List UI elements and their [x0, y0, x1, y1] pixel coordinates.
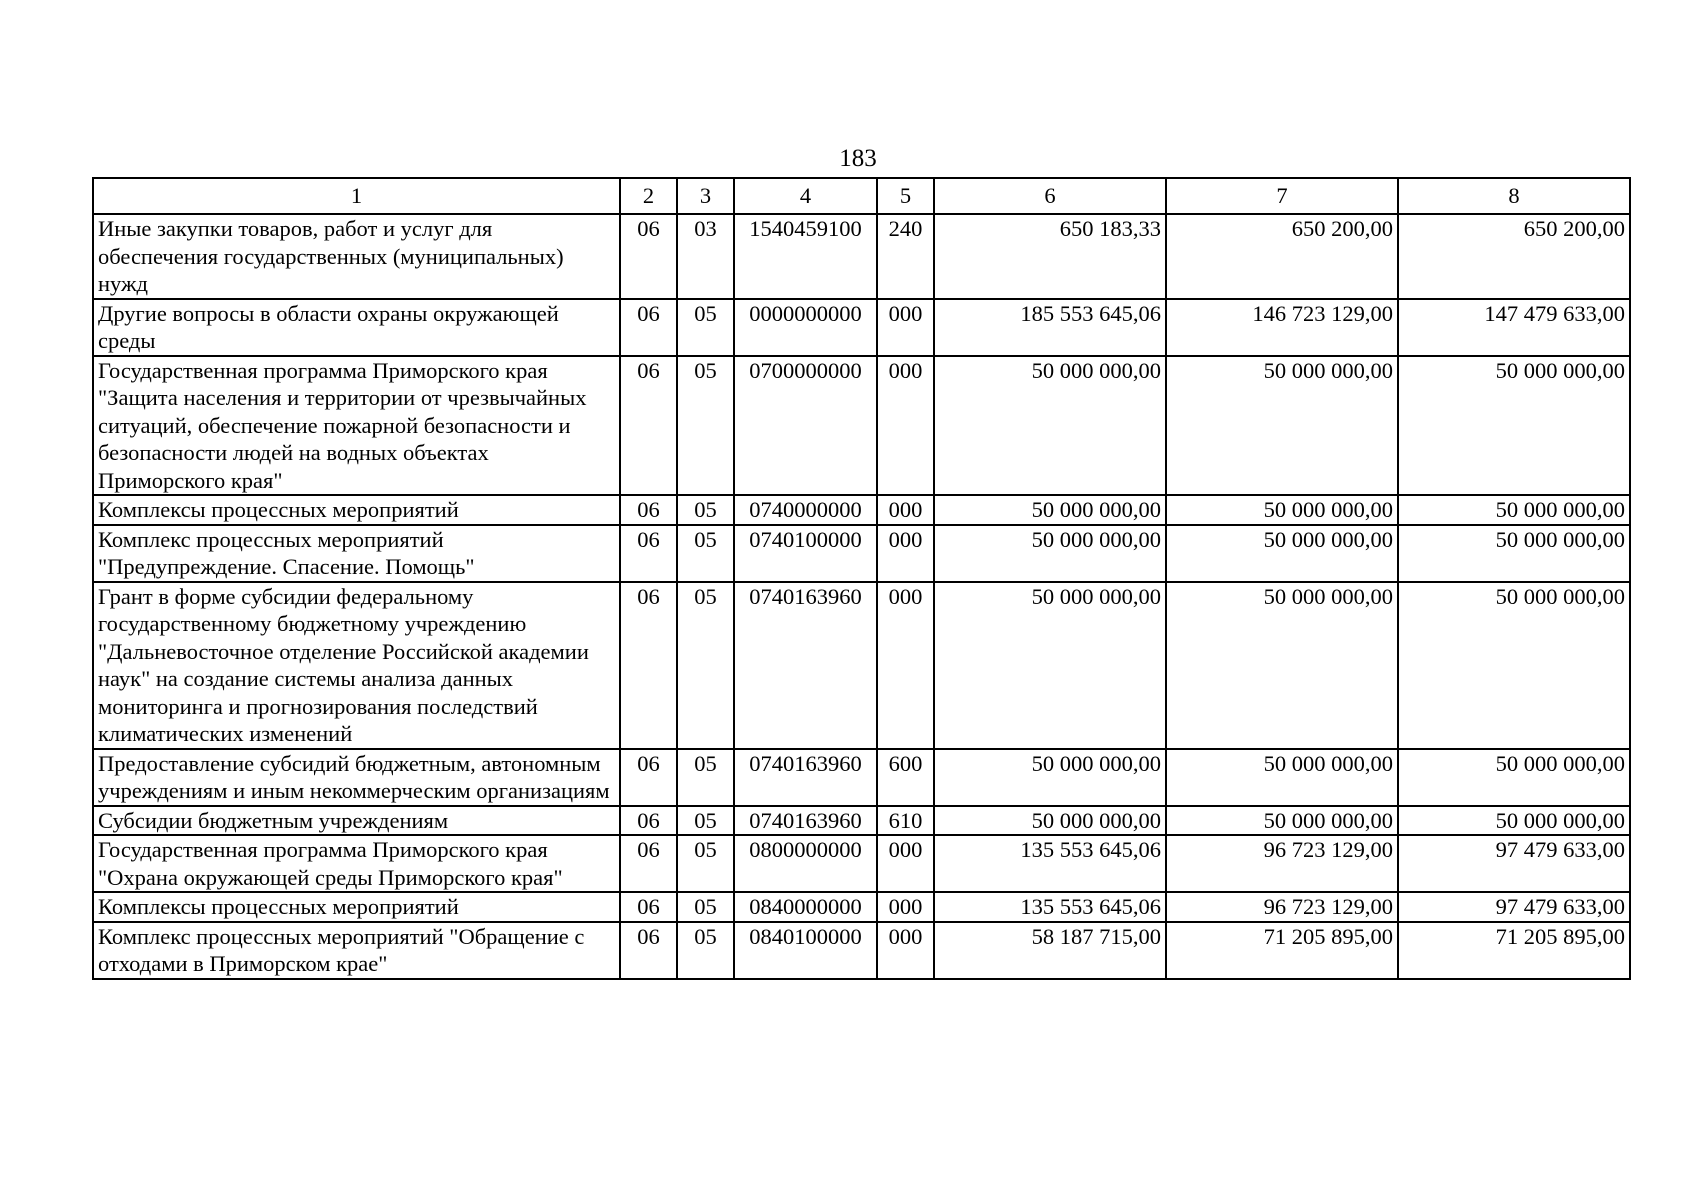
row-amount-col7: 50 000 000,00: [1166, 749, 1398, 806]
table-row: [93, 922, 1630, 979]
row-expense-type-code: 600: [877, 749, 934, 806]
row-name: Комплексы процессных мероприятий: [93, 495, 620, 525]
table-row: [93, 582, 1630, 749]
row-amount-col6: 50 000 000,00: [934, 525, 1166, 582]
row-expense-type-code: 240: [877, 214, 934, 299]
row-target-article-code: 0740163960: [734, 806, 877, 836]
row-subsection-code: 05: [677, 299, 734, 356]
row-amount-col8: 50 000 000,00: [1398, 749, 1630, 806]
row-subsection-code: 05: [677, 922, 734, 979]
row-section-code: 06: [620, 356, 677, 496]
row-subsection-code: 05: [677, 835, 734, 892]
row-target-article-code: 1540459100: [734, 214, 877, 299]
row-amount-col8: 71 205 895,00: [1398, 922, 1630, 979]
row-target-article-code: 0840100000: [734, 922, 877, 979]
row-amount-col6: 50 000 000,00: [934, 749, 1166, 806]
row-amount-col8: 97 479 633,00: [1398, 835, 1630, 892]
row-expense-type-code: 000: [877, 525, 934, 582]
row-subsection-code: 05: [677, 749, 734, 806]
row-amount-col8: 97 479 633,00: [1398, 892, 1630, 922]
row-expense-type-code: 610: [877, 806, 934, 836]
row-amount-col6: 50 000 000,00: [934, 582, 1166, 749]
table-row: [93, 356, 1630, 496]
row-section-code: 06: [620, 835, 677, 892]
row-subsection-code: 05: [677, 495, 734, 525]
row-target-article-code: 0800000000: [734, 835, 877, 892]
row-amount-col8: 147 479 633,00: [1398, 299, 1630, 356]
row-section-code: 06: [620, 495, 677, 525]
row-section-code: 06: [620, 214, 677, 299]
row-amount-col7: 96 723 129,00: [1166, 892, 1398, 922]
header-col-4: 4: [734, 178, 877, 214]
row-amount-col8: 50 000 000,00: [1398, 525, 1630, 582]
row-amount-col6: 50 000 000,00: [934, 356, 1166, 496]
row-target-article-code: 0740000000: [734, 495, 877, 525]
header-col-7: 7: [1166, 178, 1398, 214]
row-amount-col8: 50 000 000,00: [1398, 356, 1630, 496]
row-amount-col8: 650 200,00: [1398, 214, 1630, 299]
header-col-6: 6: [934, 178, 1166, 214]
row-target-article-code: 0740163960: [734, 582, 877, 749]
table-row: [93, 495, 1630, 525]
row-amount-col8: 50 000 000,00: [1398, 495, 1630, 525]
row-target-article-code: 0740163960: [734, 749, 877, 806]
table-row: [93, 835, 1630, 892]
row-subsection-code: 05: [677, 892, 734, 922]
table-body: [93, 214, 1630, 979]
row-name: Иные закупки товаров, работ и услуг для обеспечения государственных (муниципальных) нужд: [93, 214, 620, 299]
row-amount-col6: 650 183,33: [934, 214, 1166, 299]
row-name: Комплекс процессных мероприятий "Обращение с отходами в Приморском крае": [93, 922, 620, 979]
row-name: Комплексы процессных мероприятий: [93, 892, 620, 922]
row-name: Предоставление субсидий бюджетным, автономным учреждениям и иным некоммерческим организациям: [93, 749, 620, 806]
row-amount-col8: 50 000 000,00: [1398, 582, 1630, 749]
row-amount-col7: 650 200,00: [1166, 214, 1398, 299]
header-col-5: 5: [877, 178, 934, 214]
header-col-1: 1: [93, 178, 620, 214]
row-amount-col6: 50 000 000,00: [934, 806, 1166, 836]
row-expense-type-code: 000: [877, 582, 934, 749]
header-col-8: 8: [1398, 178, 1630, 214]
row-amount-col6: 50 000 000,00: [934, 495, 1166, 525]
row-amount-col7: 50 000 000,00: [1166, 582, 1398, 749]
row-amount-col6: 135 553 645,06: [934, 892, 1166, 922]
row-expense-type-code: 000: [877, 299, 934, 356]
table-row: [93, 892, 1630, 922]
row-section-code: 06: [620, 525, 677, 582]
row-subsection-code: 05: [677, 582, 734, 749]
page-number: 183: [839, 145, 877, 172]
row-section-code: 06: [620, 922, 677, 979]
row-target-article-code: 0700000000: [734, 356, 877, 496]
header-col-2: 2: [620, 178, 677, 214]
row-amount-col7: 96 723 129,00: [1166, 835, 1398, 892]
table-row: [93, 299, 1630, 356]
table-header: [93, 178, 1630, 214]
row-expense-type-code: 000: [877, 356, 934, 496]
table-row: [93, 214, 1630, 299]
row-section-code: 06: [620, 806, 677, 836]
row-expense-type-code: 000: [877, 835, 934, 892]
row-section-code: 06: [620, 299, 677, 356]
row-amount-col6: 185 553 645,06: [934, 299, 1166, 356]
row-amount-col8: 50 000 000,00: [1398, 806, 1630, 836]
budget-table: [92, 177, 1631, 980]
row-amount-col7: 50 000 000,00: [1166, 356, 1398, 496]
row-expense-type-code: 000: [877, 892, 934, 922]
row-expense-type-code: 000: [877, 922, 934, 979]
row-name: Другие вопросы в области охраны окружающей среды: [93, 299, 620, 356]
row-expense-type-code: 000: [877, 495, 934, 525]
row-section-code: 06: [620, 892, 677, 922]
row-name: Государственная программа Приморского края "Охрана окружающей среды Приморского края": [93, 835, 620, 892]
row-name: Государственная программа Приморского края "Защита населения и территории от чрезвычайных ситуаций, обеспечение пожарной безопасности и безопасности людей на водных объектах Приморского края": [93, 356, 620, 496]
row-name: Грант в форме субсидии федеральному государственному бюджетному учреждению "Дальневосточное отделение Российской академии наук" на создание системы анализа данных мониторинга и прогнозирования последствий климатических изменений: [93, 582, 620, 749]
row-target-article-code: 0740100000: [734, 525, 877, 582]
row-section-code: 06: [620, 582, 677, 749]
header-col-3: 3: [677, 178, 734, 214]
row-amount-col7: 71 205 895,00: [1166, 922, 1398, 979]
row-target-article-code: 0840000000: [734, 892, 877, 922]
row-amount-col6: 135 553 645,06: [934, 835, 1166, 892]
row-subsection-code: 05: [677, 525, 734, 582]
row-amount-col6: 58 187 715,00: [934, 922, 1166, 979]
table-row: [93, 806, 1630, 836]
row-subsection-code: 05: [677, 806, 734, 836]
row-amount-col7: 50 000 000,00: [1166, 806, 1398, 836]
row-name: Субсидии бюджетным учреждениям: [93, 806, 620, 836]
table-row: [93, 749, 1630, 806]
row-amount-col7: 50 000 000,00: [1166, 525, 1398, 582]
header-row: [93, 178, 1630, 214]
row-section-code: 06: [620, 749, 677, 806]
row-amount-col7: 50 000 000,00: [1166, 495, 1398, 525]
row-target-article-code: 0000000000: [734, 299, 877, 356]
row-subsection-code: 05: [677, 356, 734, 496]
table-row: [93, 525, 1630, 582]
row-name: Комплекс процессных мероприятий "Предупреждение. Спасение. Помощь": [93, 525, 620, 582]
row-subsection-code: 03: [677, 214, 734, 299]
row-amount-col7: 146 723 129,00: [1166, 299, 1398, 356]
